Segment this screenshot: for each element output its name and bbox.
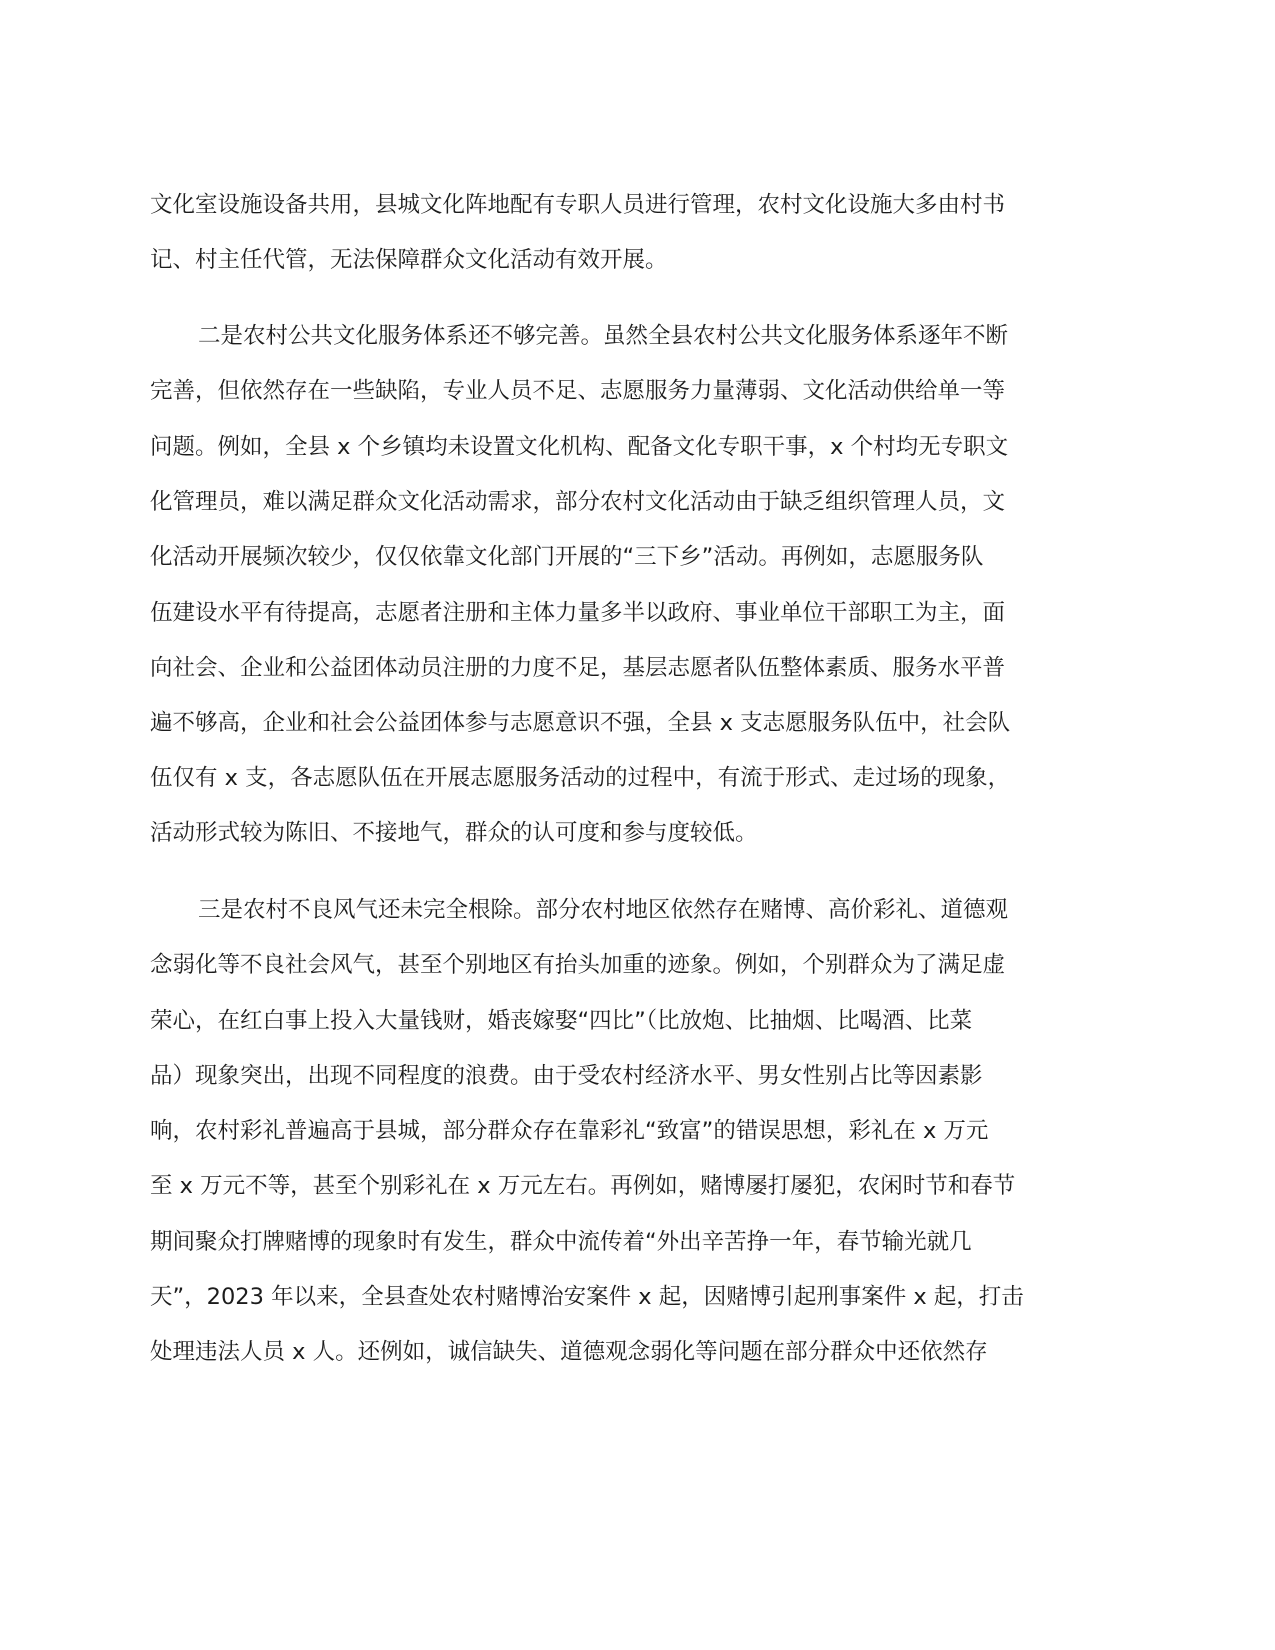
text-line: 文化室设施设备共用，县城文化阵地配有专职人员进行管理，农村文化设施大多由村书 [150, 192, 1006, 218]
text-line: 处理违法人员 x 人。还例如，诚信缺失、道德观念弱化等问题在部分群众中还依然存 [150, 1339, 988, 1365]
text-line: 遍不够高，企业和社会公益团体参与志愿意识不强，全县 x 支志愿服务队伍中，社会队 [150, 710, 1011, 736]
text-line: 化管理员，难以满足群众文化活动需求，部分农村文化活动由于缺乏组织管理人员，文 [150, 489, 1006, 515]
text-line: 问题。例如，全县 x 个乡镇均未设置文化机构、配备文化专职干事，x 个村均无专职文 [150, 434, 1009, 460]
paragraph-first-line: 三是农村不良风气还未完全根除。部分农村地区依然存在赌博、高价彩礼、道德观 [198, 897, 1009, 923]
text-line: 伍建设水平有待提高，志愿者注册和主体力量多半以政府、事业单位干部职工为主，面 [150, 600, 1006, 626]
paragraph-first-line: 二是农村公共文化服务体系还不够完善。虽然全县农村公共文化服务体系逐年不断 [198, 323, 1009, 349]
text-line: 向社会、企业和公益团体动员注册的力度不足，基层志愿者队伍整体素质、服务水平普 [150, 655, 1006, 681]
text-line: 品）现象突出，出现不同程度的浪费。由于受农村经济水平、男女性别占比等因素影 [150, 1063, 983, 1089]
text-line: 期间聚众打牌赌博的现象时有发生，群众中流传着“外出辛苦挣一年，春节输光就几 [150, 1229, 972, 1255]
text-line: 响，农村彩礼普遍高于县城，部分群众存在靠彩礼“致富”的错误思想，彩礼在 x 万元 [150, 1118, 989, 1144]
text-line: 伍仅有 x 支，各志愿队伍在开展志愿服务活动的过程中，有流于形式、走过场的现象， [150, 765, 1011, 791]
text-line: 荣心，在红白事上投入大量钱财，婚丧嫁娶“四比”（比放炮、比抽烟、比喝酒、比菜 [150, 1008, 973, 1034]
text-line: 至 x 万元不等，甚至个别彩礼在 x 万元左右。再例如，赌博屡打屡犯，农闲时节和春节 [150, 1173, 1016, 1199]
text-line: 记、村主任代管，无法保障群众文化活动有效开展。 [150, 247, 668, 273]
text-line: 念弱化等不良社会风气，甚至个别地区有抬头加重的迹象。例如，个别群众为了满足虚 [150, 952, 1006, 978]
text-line: 完善，但依然存在一些缺陷，专业人员不足、志愿服务力量薄弱、文化活动供给单一等 [150, 378, 1006, 404]
text-line: 活动形式较为陈旧、不接地气，群众的认可度和参与度较低。 [150, 820, 758, 846]
text-line: 化活动开展频次较少，仅仅依靠文化部门开展的“三下乡”活动。再例如，志愿服务队 [150, 544, 984, 570]
text-line: 天”，2023 年以来，全县查处农村赌博治安案件 x 起，因赌博引起刑事案件 x 起，打击 [150, 1284, 1024, 1310]
